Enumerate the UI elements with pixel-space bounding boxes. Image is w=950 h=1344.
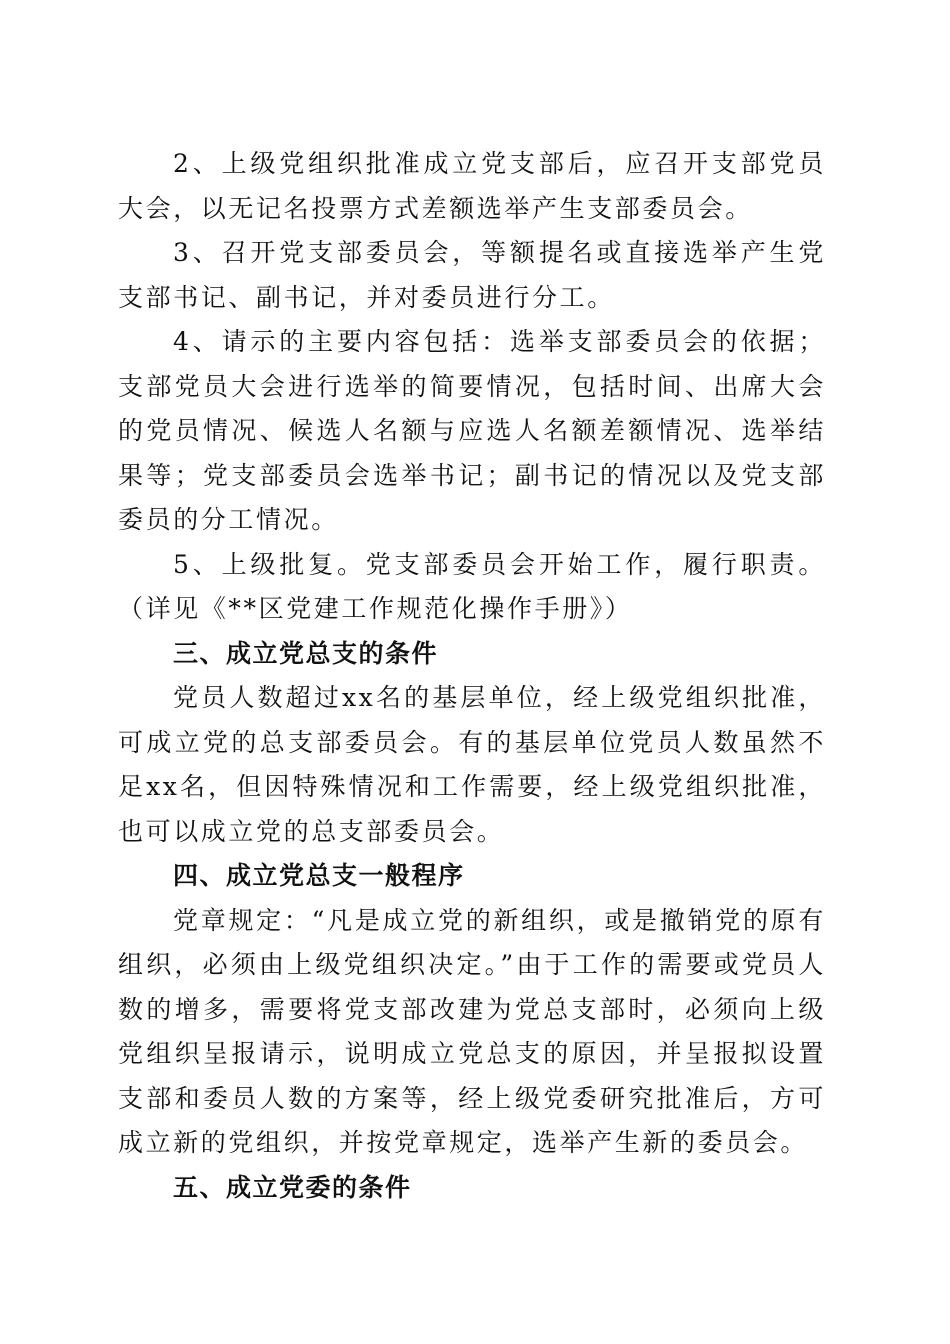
paragraph-step-5: 5、上级批复。党支部委员会开始工作，履行职责。（详见《**区党建工作规范化操作手册》） <box>118 549 826 623</box>
document-body <box>118 142 826 1210</box>
paragraph-step-4: 4、请示的主要内容包括：选举支部委员会的依据；支部党员大会进行选举的简要情况，包括时间、出席大会的党员情况、候选人名额与应选人名额差额情况、选举结果等；党支部委员会选举书记；副书记的情况以及党支部委员的分工情况。 <box>118 327 826 534</box>
section-heading-4: 四、成立党总支一般程序 <box>173 861 465 890</box>
paragraph-general-branch-procedure: 党章规定：“凡是成立党的新组织，或是撤销党的原有组织，必须由上级党组织决定。”由于工作的需要或党员人数的增多，需要将党支部改建为党总支部时，必须向上级党组织呈报请示，说明成立党总支的原因，并呈报拟设置支部和委员人数的方案等，经上级党委研究批准后，方可成立新的党组织，并按党章规定，选举产生新的委员会。 <box>118 905 826 1157</box>
section-heading-5: 五、成立党委的条件 <box>173 1172 412 1202</box>
paragraph-step-2: 2、上级党组织批准成立党支部后，应召开支部党员大会，以无记名投票方式差额选举产生支部委员会。 <box>118 149 826 223</box>
paragraph-step-3: 3、召开党支部委员会，等额提名或直接选举产生党支部书记、副书记，并对委员进行分工。 <box>118 238 826 312</box>
section-heading-3: 三、成立党总支的条件 <box>173 638 439 668</box>
paragraph-general-branch-conditions: 党员人数超过xx名的基层单位，经上级党组织批准，可成立党的总支部委员会。有的基层单位党员人数虽然不足xx名，但因特殊情况和工作需要，经上级党组织批准，也可以成立党的总支部委员会。 <box>118 683 826 846</box>
